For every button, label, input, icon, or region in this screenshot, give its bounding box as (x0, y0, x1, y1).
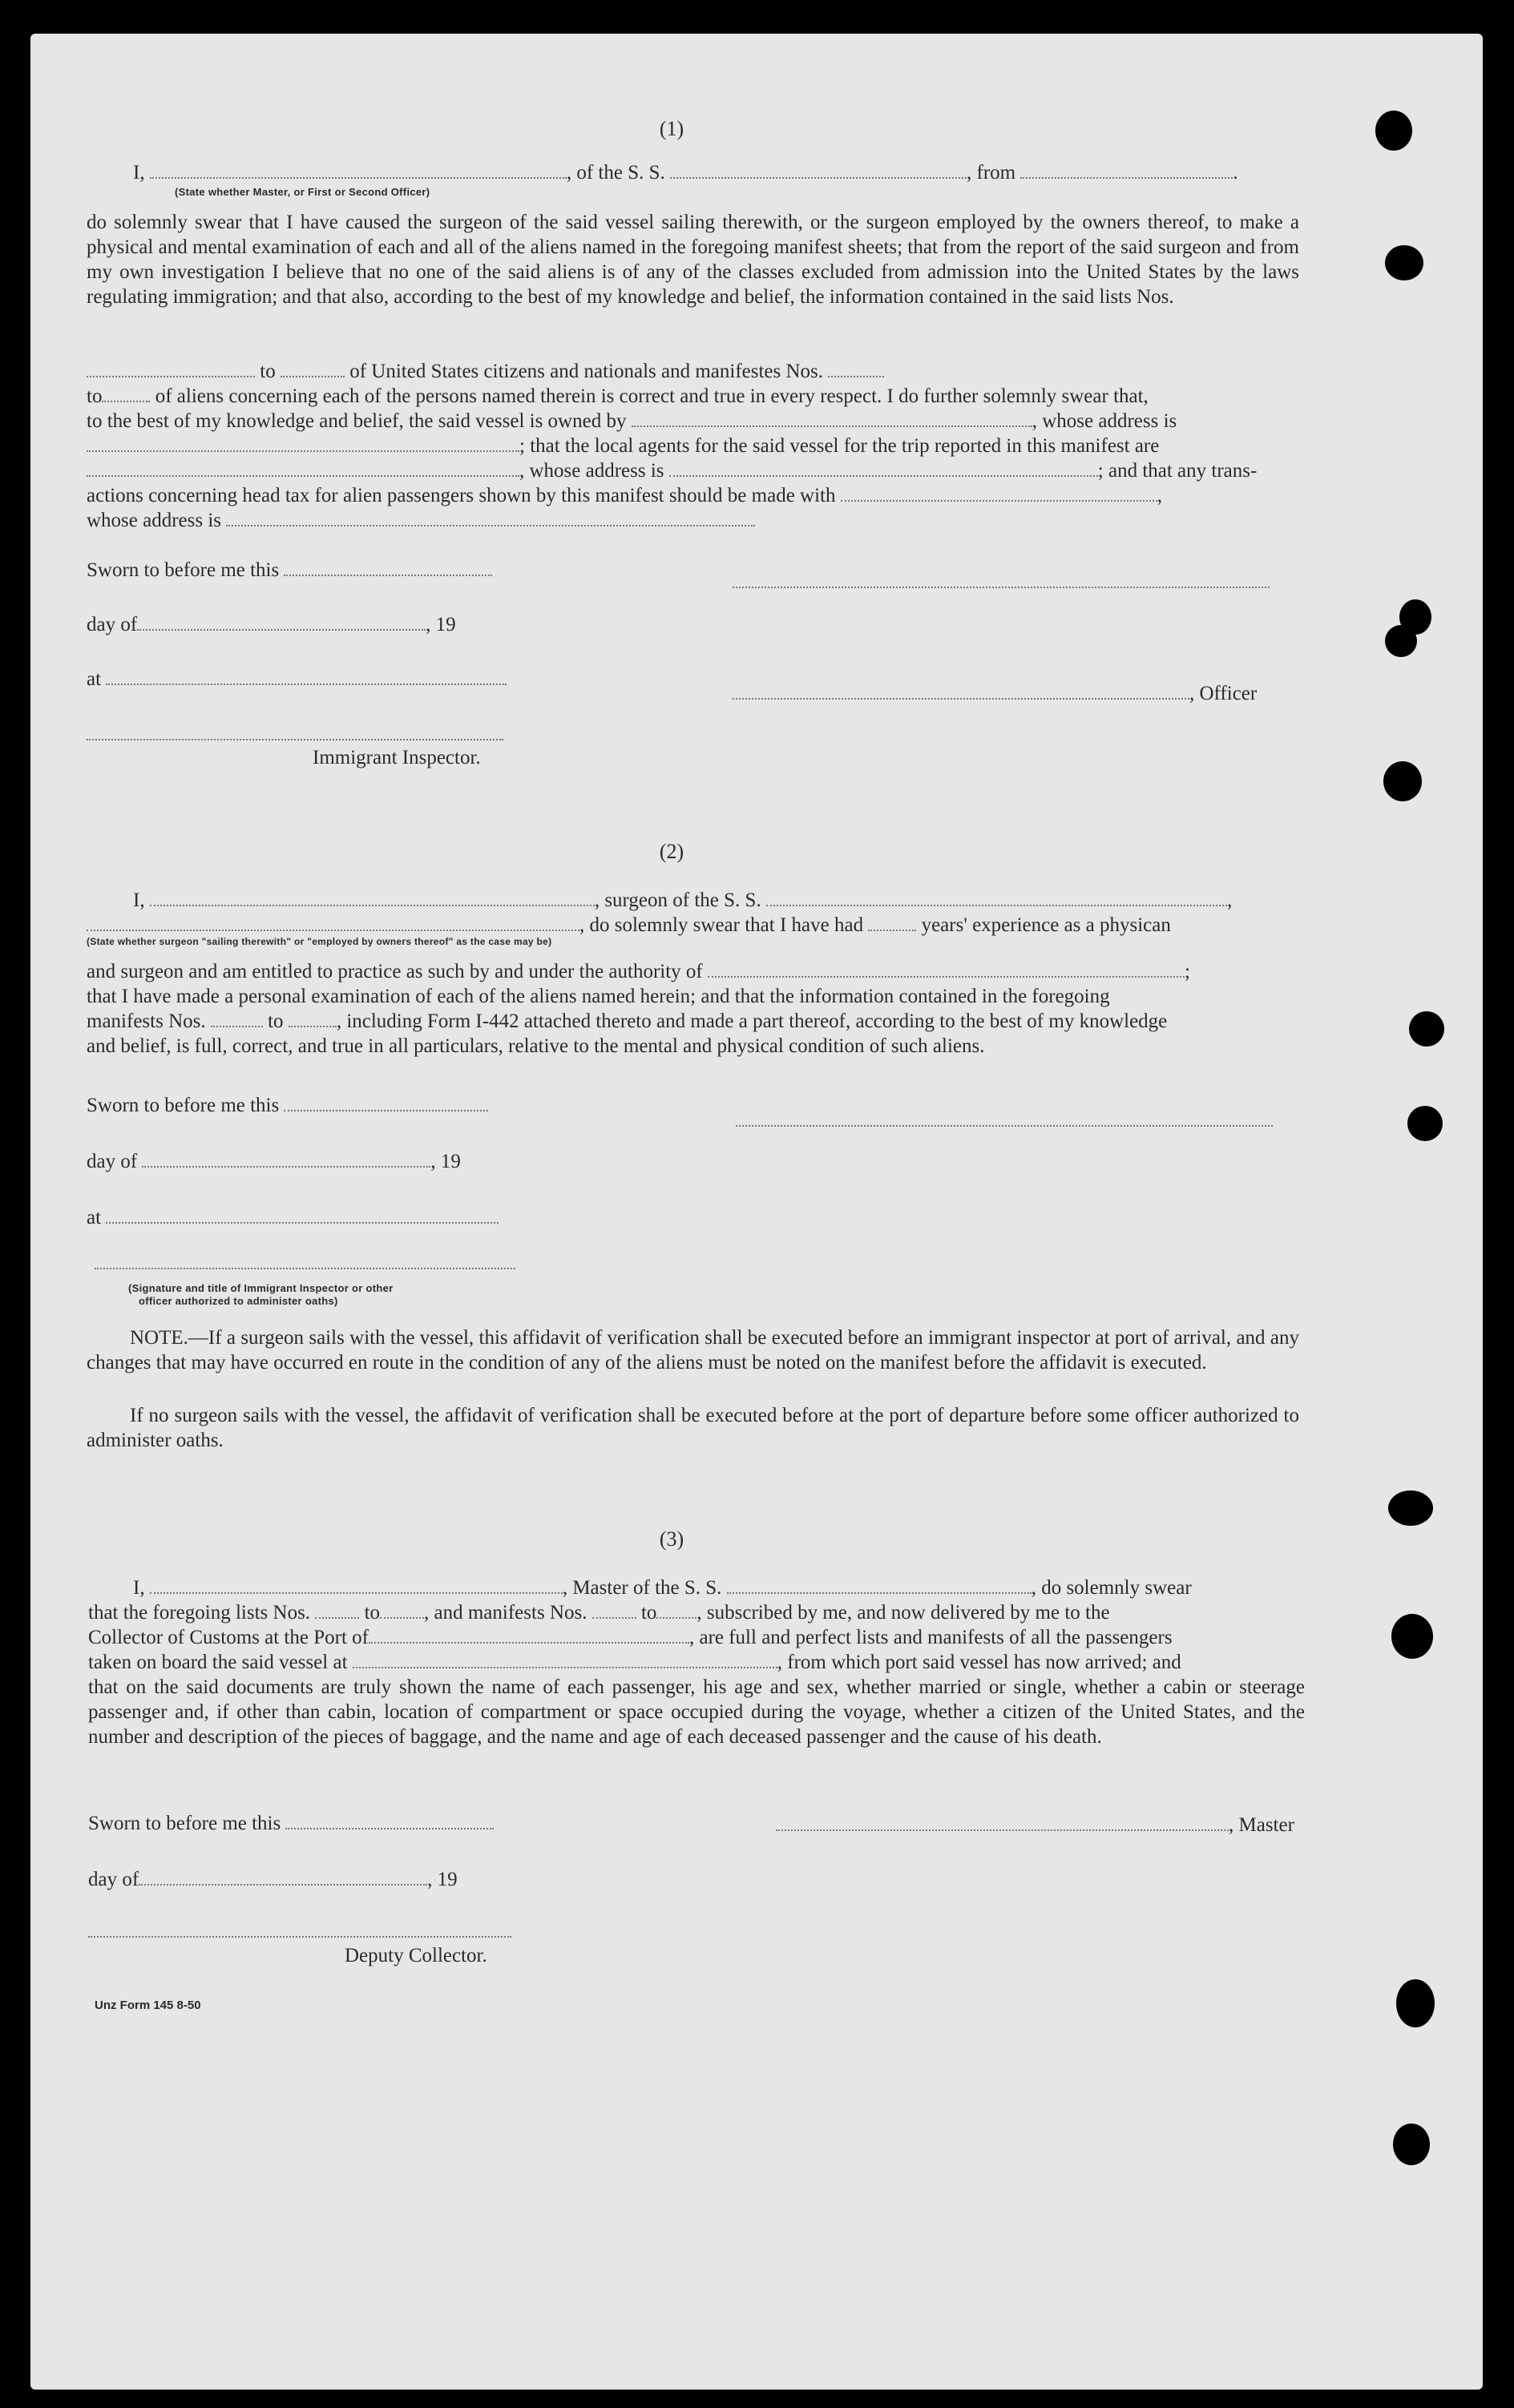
s1-line-1 (133, 160, 1238, 185)
s1-sworn (87, 558, 492, 583)
s2-semicolon: ; (1185, 961, 1190, 982)
s3-arrived: , from which port said vessel has now arrived; and (777, 1652, 1181, 1673)
s3-subscribed: , subscribed by me, and now delivered by me to the (696, 1602, 1110, 1623)
punch-hole (1385, 245, 1423, 280)
s2-to: to (268, 1010, 284, 1032)
punch-hole (1396, 1979, 1435, 2027)
s2-line-5 (87, 1009, 1167, 1034)
punch-hole (1383, 761, 1422, 801)
s2-including: , including Form I-442 attached thereto and made a part thereof, according to the best of my knowledge (336, 1010, 1168, 1032)
s1-line-agents (87, 434, 1159, 458)
punch-hole (1409, 1011, 1444, 1047)
s1-line-headtax-address (87, 508, 755, 533)
s2-at (87, 1205, 499, 1230)
s1-l1c: , from (967, 162, 1016, 184)
s1-comma: , (1157, 485, 1162, 506)
s3-master-of: , Master of the S. S. (562, 1577, 722, 1599)
s1-to2-label: to (87, 385, 103, 407)
s3-manifests: , and manifests Nos. (424, 1602, 587, 1623)
s2-comma: , (1226, 889, 1233, 911)
s1-sworn-text: Sworn to before me this (87, 559, 280, 581)
s3-i: I, (133, 1577, 145, 1599)
owner-address-field[interactable] (87, 436, 519, 452)
years-experience-field[interactable] (868, 915, 916, 931)
master-name-field[interactable] (150, 163, 567, 179)
s3-line-1 (133, 1575, 1192, 1600)
s3-master-label: , Master (1229, 1814, 1294, 1836)
agents-field[interactable] (87, 461, 519, 477)
s1-l1a: I, (133, 162, 145, 184)
s1-manifests-field[interactable] (828, 361, 884, 377)
s3-swear: , do solemnly swear (1031, 1577, 1192, 1599)
s1-year-text: , 19 (426, 614, 456, 635)
section-1-number: (1) (659, 117, 684, 140)
s3-manifests-to-field[interactable] (656, 1603, 696, 1619)
s1-trans-text: ; and that any trans- (1097, 460, 1258, 482)
s3-day-of-text: day of (88, 1869, 139, 1890)
s2-manifests-to-field[interactable] (289, 1011, 337, 1027)
s1-to-label: to (260, 361, 276, 382)
s1-l1b: , of the S. S. (566, 162, 665, 184)
s2-sworn (87, 1093, 488, 1118)
s1-owner-address-label: , whose address is (1032, 410, 1177, 432)
s2-line-4: that I have made a personal examination of each of the aliens named herein; and that the information contained in the foregoing (87, 986, 1110, 1007)
punch-hole (1407, 1106, 1443, 1141)
s2-line-1 (133, 888, 1232, 913)
note-1: NOTE.—If a surgeon sails with the vessel, this affidavit of verification shall be executed before an immigrant inspector at port of arrival, and any changes that may have occurred en route in the condition of any of the aliens must be noted on the manifest before the affidavit is executed. (87, 1327, 1299, 1373)
surgeon-type-field[interactable] (87, 915, 579, 931)
ship-name-field[interactable] (670, 163, 967, 179)
s1-day-of-text: day of (87, 614, 138, 635)
s3-master-name-field[interactable] (150, 1578, 563, 1594)
punch-hole (1375, 111, 1412, 151)
s3-to1: to (364, 1602, 381, 1623)
s1-officer-line (733, 681, 1257, 706)
punch-hole (1393, 2124, 1430, 2165)
s2-at-text: at (87, 1207, 102, 1228)
s2-authority-text: and surgeon and am entitled to practice as such by and under the authority of (87, 961, 703, 982)
s2-ship-field[interactable] (766, 890, 1227, 906)
s1-month-field[interactable] (137, 615, 426, 631)
s2-month-field[interactable] (142, 1152, 430, 1168)
s3-to2: to (640, 1602, 657, 1623)
note-2: If no surgeon sails with the vessel, the affidavit of verification shall be executed before at the port of departure before some officer authorized to administer oaths. (87, 1405, 1299, 1451)
s1-whose-address: whose address is (87, 510, 222, 531)
section-3-number: (3) (659, 1527, 684, 1551)
s3-line-3 (88, 1625, 1173, 1650)
s2-year-text: , 19 (430, 1151, 461, 1172)
s1-officer-signature-line-1[interactable] (733, 587, 1270, 588)
s1-headtax-text: actions concerning head tax for alien passengers shown by this manifest should be made with (87, 485, 836, 506)
s3-master-signature-field[interactable] (776, 1815, 1229, 1831)
s2-day-of (87, 1149, 461, 1174)
s1-l1d: . (1233, 162, 1238, 184)
s2-line-6: and belief, is full, correct, and true in all particulars, relative to the mental and physical condition of such aliens. (87, 1035, 985, 1057)
owner-field[interactable] (632, 411, 1032, 427)
s3-collector: Collector of Customs at the Port of (88, 1627, 369, 1648)
headtax-party-field[interactable] (841, 486, 1157, 502)
s1-officer-signature-field[interactable] (733, 684, 1189, 700)
headtax-address-field[interactable] (226, 510, 755, 526)
s1-line-headtax (87, 483, 1162, 508)
s2-swear: , do solemnly swear that I have had (579, 914, 864, 936)
s3-perfect: , are full and perfect lists and manifests of all the passengers (688, 1627, 1173, 1648)
punch-hole (1385, 625, 1417, 657)
s1-line-agent-address (87, 458, 1257, 483)
s1-lists-to-field[interactable] (281, 361, 345, 377)
s1-line-aliens (87, 384, 1149, 409)
authority-field[interactable] (708, 962, 1185, 978)
s2-surgeon-signature-line[interactable] (736, 1125, 1273, 1127)
s3-line-2 (88, 1600, 1110, 1625)
s3-manifests-from-field[interactable] (592, 1603, 636, 1619)
sig-note-2: officer authorized to administer oaths) (139, 1295, 338, 1307)
surgeon-name-field[interactable] (150, 890, 595, 906)
s3-year-text: , 19 (427, 1869, 458, 1890)
s2-sworn-day-field[interactable] (284, 1095, 488, 1111)
s1-lists-from-field[interactable] (87, 361, 255, 377)
s1-at-field[interactable] (106, 669, 507, 685)
s1-sworn-day-field[interactable] (284, 560, 492, 576)
form-number: Unz Form 145 8-50 (95, 1999, 201, 2012)
from-port-field[interactable] (1020, 163, 1233, 179)
s2-surgeon-of: , surgeon of the S. S. (594, 889, 761, 911)
s1-manifests-to-field[interactable] (102, 386, 150, 402)
s1-officer-label: , Officer (1189, 683, 1258, 704)
s3-sworn (88, 1811, 494, 1836)
s2-line-2 (87, 913, 1171, 938)
s3-day-of (88, 1867, 458, 1892)
s1-aliens-text: of aliens concerning each of the persons named therein is correct and true in every respect. I do further solemnly swear that, (155, 385, 1149, 407)
punch-hole (1391, 1614, 1433, 1659)
s1-owner-text: to the best of my knowledge and belief, the said vessel is owned by (87, 410, 627, 432)
s3-port-field[interactable] (369, 1628, 689, 1644)
s2-manifests: manifests Nos. (87, 1010, 206, 1032)
s1-line-owner (87, 409, 1177, 434)
s3-body: that on the said documents are truly shown the name of each passenger, his age and sex, whether married or single, whether a cabin or steerage passenger and, if other than cabin, location of compartment or space occupied during the voyage, whether a citizen of the United States, and the number and description of the pieces of baggage, and the name and age of each deceased passenger and the cause of his death. (88, 1676, 1305, 1748)
s3-deputy-label: Deputy Collector. (345, 1945, 487, 1966)
s3-taken: taken on board the said vessel at (88, 1652, 348, 1673)
s2-day-of-text: day of (87, 1151, 138, 1172)
s2-at-field[interactable] (106, 1208, 499, 1224)
s3-master-line (776, 1813, 1294, 1837)
s1-citizens-text: of United States citizens and nationals and manifestes Nos. (349, 361, 824, 382)
s1-agent-address-label: , whose address is (519, 460, 664, 482)
s3-departure-port-field[interactable] (353, 1652, 777, 1668)
s2-years-text: years' experience as a physican (921, 914, 1171, 936)
s2-manifests-from-field[interactable] (211, 1011, 263, 1027)
sig-note-1: (Signature and title of Immigrant Inspector or other (128, 1282, 394, 1294)
s2-sworn-text: Sworn to before me this (87, 1095, 280, 1116)
punch-hole (1388, 1490, 1433, 1526)
s1-inspector-signature-line[interactable] (87, 739, 503, 740)
s3-deputy-signature-line[interactable] (88, 1936, 511, 1938)
s1-day-of (87, 612, 456, 637)
s1-line-lists (87, 359, 884, 384)
s3-line-4 (88, 1650, 1181, 1675)
s1-body: do solemnly swear that I have caused the surgeon of the said vessel sailing therewith, or the surgeon employed by the owners thereof, to make a physical and mental examination of each and all of the aliens named in the foregoing manifest sheets; that from the report of the said surgeon and from my own investigation I believe that no one of the said aliens is of any of the classes excluded from admission into the United States by the laws regulating immigration; and that also, according to the best of my knowledge and belief, the information contained in the said lists Nos. (87, 212, 1299, 308)
s1-at-text: at (87, 668, 102, 690)
agents-address-field[interactable] (669, 461, 1098, 477)
s3-month-field[interactable] (139, 1870, 427, 1886)
s3-sworn-day-field[interactable] (285, 1813, 494, 1829)
form-sheet (30, 34, 1483, 2390)
s1-at (87, 667, 507, 692)
s1-inspector-label: Immigrant Inspector. (313, 747, 481, 768)
s3-lists: that the foregoing lists Nos. (88, 1602, 311, 1623)
surgeon-note: (State whether surgeon "sailing therewith" or "employed by owners thereof" as the case may be) (87, 936, 552, 947)
s2-inspector-signature-line[interactable] (95, 1268, 515, 1269)
officer-note: (State whether Master, or First or Second Officer) (175, 186, 430, 198)
s3-lists-to-field[interactable] (380, 1603, 424, 1619)
s2-line-3 (87, 959, 1190, 984)
s2-i: I, (133, 889, 145, 911)
s3-ship-field[interactable] (727, 1578, 1032, 1594)
s3-sworn-text: Sworn to before me this (88, 1813, 281, 1834)
s1-agents-text: ; that the local agents for the said vessel for the trip reported in this manifest are (519, 435, 1160, 457)
s3-lists-from-field[interactable] (315, 1603, 359, 1619)
section-2-number: (2) (659, 840, 684, 863)
